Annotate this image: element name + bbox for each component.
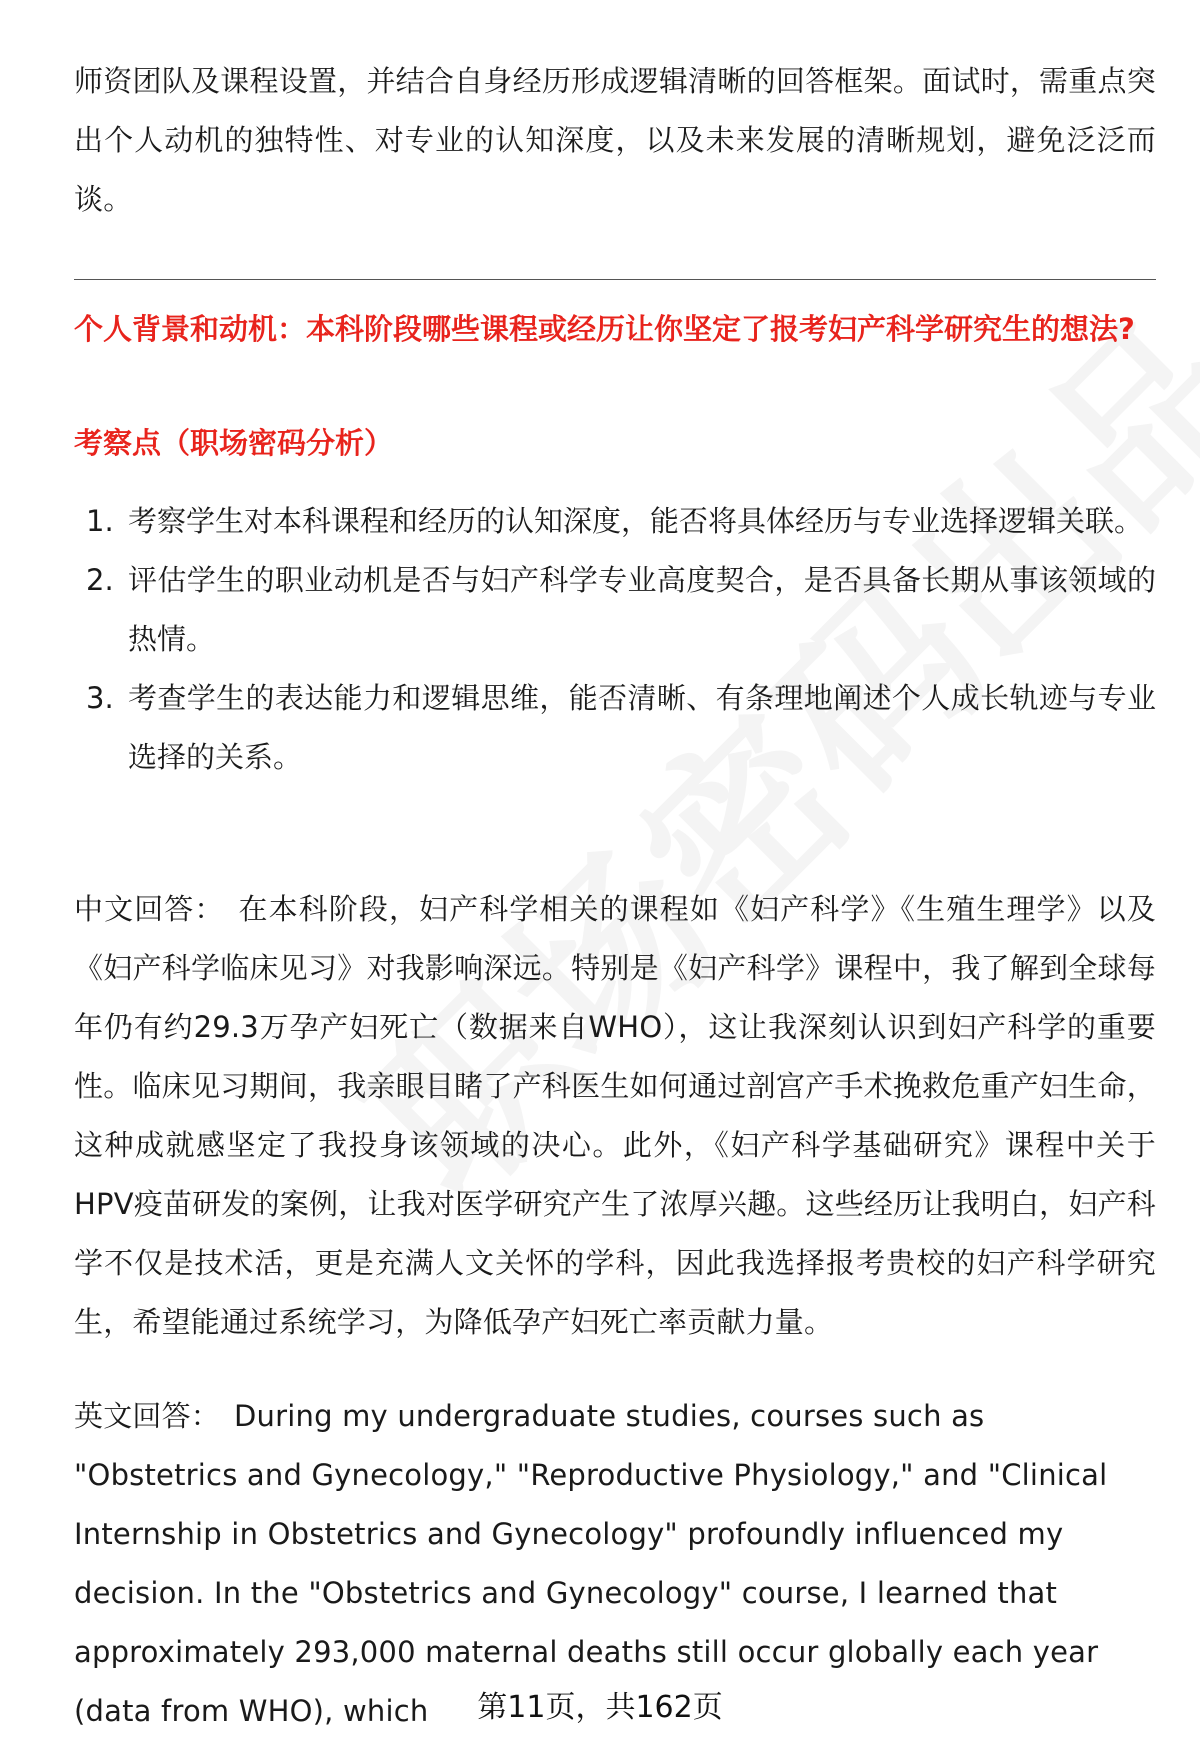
chinese-answer: [74, 880, 1156, 1352]
list-text: 评估学生的职业动机是否与妇产科学专业高度契合，是否具备长期从事该领域的热情。: [128, 563, 1156, 656]
english-answer-text: During my undergraduate studies, courses such as "Obstetrics and Gynecology," "Reproductive Physiology," and "Clinical Internship in Obstetrics and Gynecology" profoundly influenced my decision. In the "Obstetrics and Gynecology" course, I learned that approximately 293,000 maternal deaths still occur globally each year (data from WHO), which: [74, 1399, 1108, 1728]
section-divider: [74, 279, 1156, 280]
question-heading: 个人背景和动机：本科阶段哪些课程或经历让你坚定了报考妇产科学研究生的想法?: [74, 312, 1135, 346]
chinese-answer-label: 中文回答：: [74, 892, 225, 926]
list-item: [74, 669, 1156, 787]
list-text: 考查学生的表达能力和逻辑思维，能否清晰、有条理地阐述个人成长轨迹与专业选择的关系。: [128, 681, 1156, 774]
list-number: 2.: [86, 563, 114, 597]
list-number: 3.: [86, 681, 114, 715]
list-text: 考察学生对本科课程和经历的认知深度，能否将具体经历与专业选择逻辑关联。: [128, 504, 1144, 538]
english-answer-label: 英文回答：: [74, 1399, 221, 1433]
list-item: [74, 551, 1156, 669]
chinese-answer-text: 在本科阶段，妇产科学相关的课程如《妇产科学》《生殖生理学》以及《妇产科学临床见习》对我影响深远。特别是《妇产科学》课程中，我了解到全球每年仍有约29.3万孕产妇死亡（数据来自WHO），这让我深刻认识到妇产科学的重要性。临床见习期间，我亲眼目睹了产科医生如何通过剖宫产手术挽救危重产妇生命，这种成就感坚定了我投身该领域的决心。此外，《妇产科学基础研究》课程中关于HPV疫苗研发的案例，让我对医学研究产生了浓厚兴趣。这些经历让我明白，妇产科学不仅是技术活，更是充满人文关怀的学科，因此我选择报考贵校的妇产科学研究生，希望能通过系统学习，为降低孕产妇死亡率贡献力量。: [74, 892, 1156, 1339]
assessment-points-list: [74, 492, 1156, 787]
assessment-points-heading: 考察点（职场密码分析）: [74, 426, 394, 460]
list-item: [74, 492, 1156, 551]
list-number: 1.: [86, 504, 114, 538]
intro-paragraph: 师资团队及课程设置，并结合自身经历形成逻辑清晰的回答框架。面试时，需重点突出个人动机的独特性、对专业的认知深度，以及未来发展的清晰规划，避免泛泛而谈。: [74, 64, 1156, 216]
page-footer: 第11页，共162页: [477, 1690, 723, 1725]
